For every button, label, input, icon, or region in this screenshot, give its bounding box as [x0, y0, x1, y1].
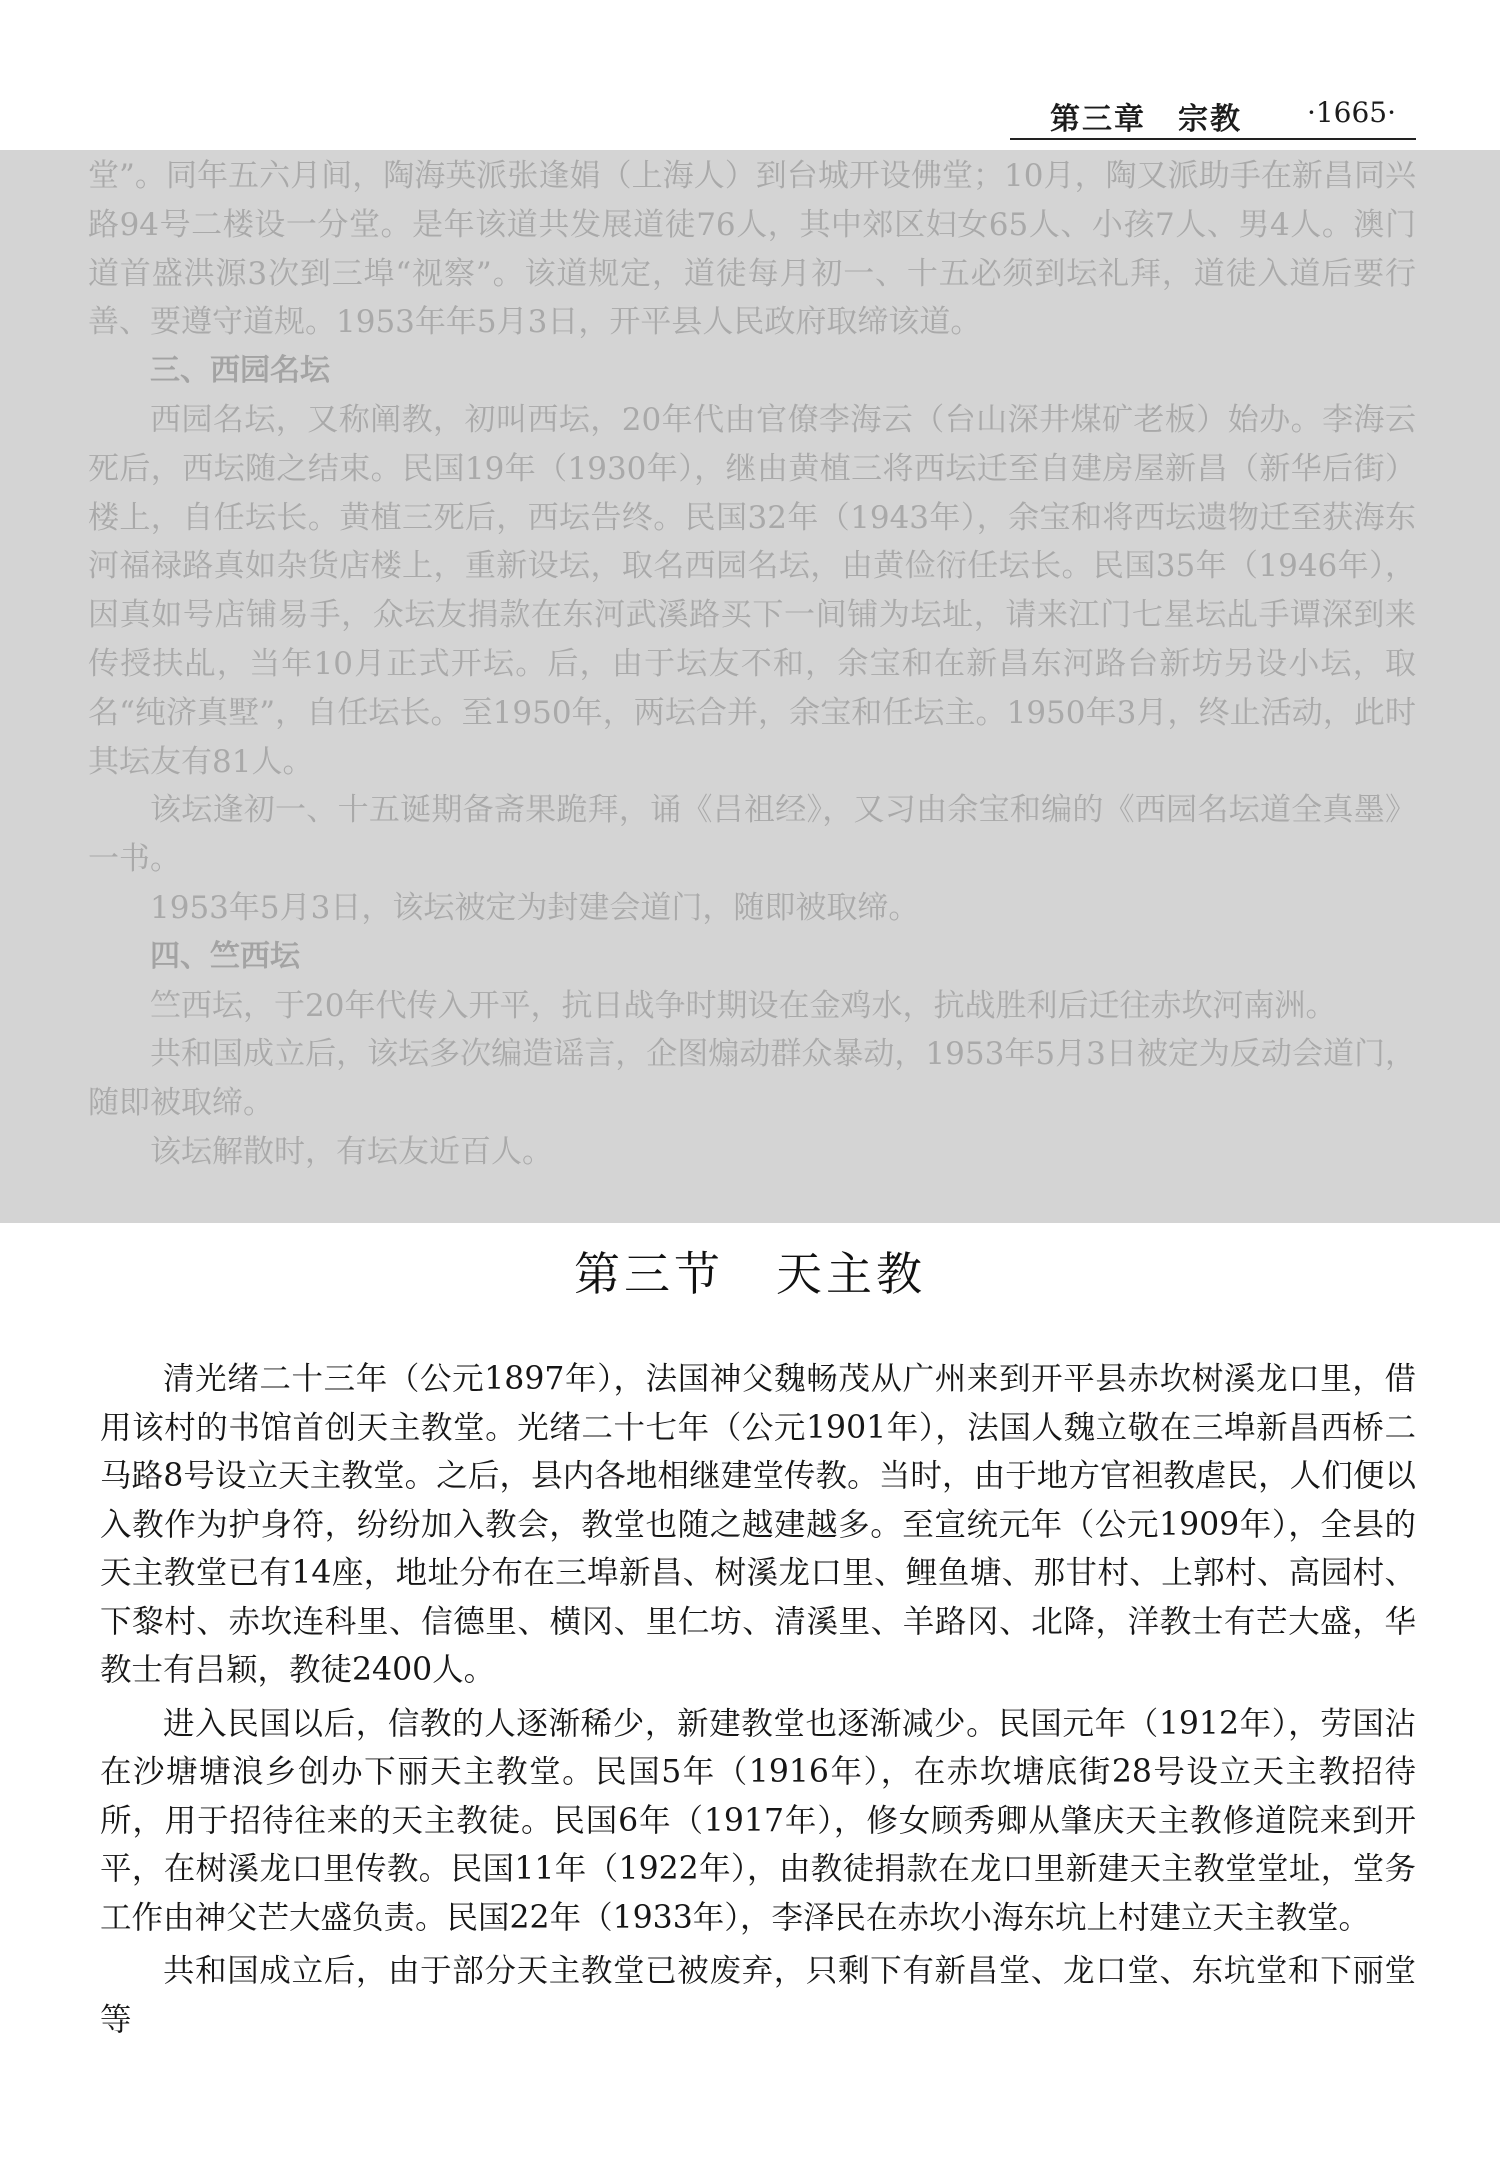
section-title	[0, 1238, 1500, 1304]
paragraph: 清光绪二十三年（公元1897年），法国神父魏畅茂从广州来到开平县赤坎树溪龙口里，借用该村的书馆首创天主教堂。光绪二十七年（公元1901年），法国人魏立敬在三埠新昌西桥二马路8号设立天主教堂。之后，县内各地相继建堂传教。当时，由于地方官袒教虐民，人们便以入教作为护身符，纷纷加入教会，教堂也随之越建越多。至宣统元年（公元1909年），全县的天主教堂已有14座，地址分布在三埠新昌、树溪龙口里、鲤鱼塘、那甘村、上郭村、高园村、下黎村、赤坎连科里、信德里、横冈、里仁坊、清溪里、羊路冈、北降，洋教士有芒大盛，华教士有吕颖，教徒2400人。	[100, 1361, 1416, 1688]
chapter-title: 第三章 宗教	[1050, 102, 1242, 137]
paragraph: 进入民国以后，信教的人逐渐稀少，新建教堂也逐渐减少。民国元年（1912年），劳国沾在沙塘塘浪乡创办下丽天主教堂。民国5年（1916年），在赤坎塘底街28号设立天主教招待所，用于招待往来的天主教徒。民国6年（1917年），修女顾秀卿从肇庆天主教修道院来到开平，在树溪龙口里传教。民国11年（1922年），由教徒捐款在龙口里新建天主教堂堂址，堂务工作由神父芒大盛负责。民国22年（1933年），李泽民在赤坎小海东坑上村建立天主教堂。	[100, 1705, 1416, 1936]
subsection-heading: 三、西园名坛	[150, 353, 330, 389]
paragraph: 西园名坛，又称阐教，初叫西坛，20年代由官僚李海云（台山深井煤矿老板）始办。李海云死后，西坛随之结束。民国19年（1930年），继由黄植三将西坛迁至自建房屋新昌（新华后街）楼上，自任坛长。黄植三死后，西坛告终。民国32年（1943年），余宝和将西坛遗物迁至获海东河福禄路真如杂货店楼上，重新设坛，取名西园名坛，由黄俭衍任坛长。民国35年（1946年），因真如号店铺易手，众坛友捐款在东河武溪路买下一间铺为坛址，请来江门七星坛乩手谭深到来传授扶乩，当年10月正式开坛。后，由于坛友不和，余宝和在新昌东河路台新坊另设小坛，取名“纯济真墅”，自任坛长。至1950年，两坛合并，余宝和任坛主。1950年3月，终止活动，此时其坛友有81人。	[88, 401, 1416, 780]
paragraph: 共和国成立后，由于部分天主教堂已被废弃，只剩下有新昌堂、龙口堂、东坑堂和下丽堂等	[100, 1953, 1416, 2038]
paragraph: 共和国成立后，该坛多次编造谣言，企图煽动群众暴动，1953年5月3日被定为反动会道门，随即被取缔。	[88, 1036, 1416, 1122]
paragraph: 竺西坛，于20年代传入开平，抗日战争时期设在金鸡水，抗战胜利后迁往赤坎河南洲。	[150, 987, 1337, 1024]
paragraph: 堂”。同年五六月间，陶海英派张逢娟（上海人）到台城开设佛堂；10月，陶又派助手在新昌同兴路94号二楼设一分堂。是年该道共发展道徒76人，其中郊区妇女65人、小孩7人、男4人。澳门道首盛洪源3次到三埠“视察”。该道规定，道徒每月初一、十五必须到坛礼拜，道徒入道后要行善、要遵守道规。1953年年5月3日，开平县人民政府取缔该道。	[88, 158, 1416, 341]
page-number: ·1665·	[1306, 96, 1396, 129]
paragraph: 该坛解散时，有坛友近百人。	[150, 1133, 553, 1170]
section-name: 天主教	[776, 1247, 926, 1301]
shaded-text-block	[88, 152, 1416, 1177]
body-text	[100, 1355, 1416, 2049]
paragraph: 该坛逢初一、十五诞期备斋果跪拜，诵《吕祖经》，又习由余宝和编的《西园名坛道全真墨》一书。	[88, 792, 1416, 878]
running-header	[1010, 88, 1416, 140]
paragraph: 1953年5月3日，该坛被定为封建会道门，随即被取缔。	[150, 889, 920, 926]
section-number: 第三节	[574, 1247, 724, 1301]
subsection-heading: 四、竺西坛	[150, 938, 300, 974]
